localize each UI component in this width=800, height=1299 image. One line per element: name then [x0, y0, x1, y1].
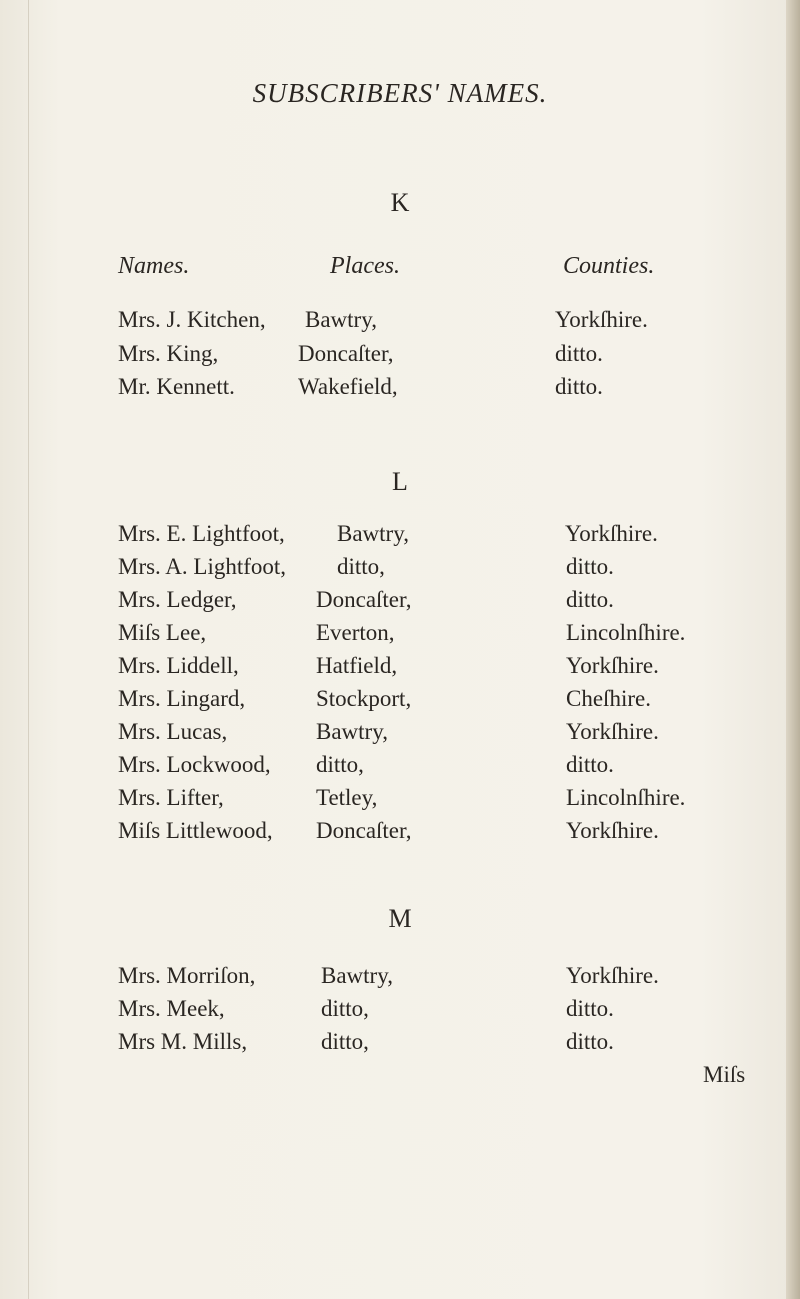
section-letter-l: L — [392, 467, 408, 496]
subscriber-place: Doncaſter, — [298, 341, 394, 366]
subscriber-place: ditto, — [321, 996, 369, 1021]
section-letter-k: K — [390, 188, 410, 217]
subscriber-county: ditto. — [566, 554, 614, 579]
subscriber-county: ditto. — [555, 341, 603, 366]
subscriber-name: Mrs. Lingard, — [118, 686, 246, 711]
column-header-places: Places. — [330, 253, 400, 279]
subscriber-county: ditto. — [566, 587, 614, 612]
subscriber-county: Cheſhire. — [566, 686, 651, 711]
subscriber-name: Mrs M. Mills, — [118, 1029, 248, 1054]
subscriber-name: Mrs. Lockwood, — [118, 752, 271, 777]
subscriber-place: Everton, — [316, 620, 395, 645]
subscriber-name: Mrs. King, — [118, 341, 219, 366]
subscriber-county: ditto. — [566, 1029, 614, 1054]
subscriber-place: Bawtry, — [321, 963, 393, 988]
subscriber-county: Yorkſhire. — [565, 521, 658, 546]
subscriber-name: Mr. Kennett. — [118, 374, 235, 399]
catchword: Miſs — [703, 1062, 746, 1087]
subscriber-county: ditto. — [555, 374, 603, 399]
subscriber-place: Tetley, — [316, 785, 378, 810]
subscriber-name: Mrs. Lifter, — [118, 785, 224, 810]
subscriber-place: Stockport, — [316, 686, 412, 711]
subscriber-county: Lincolnſhire. — [566, 620, 686, 645]
subscriber-county: Yorkſhire. — [566, 818, 659, 843]
running-head: SUBSCRIBERS' NAMES. — [252, 78, 548, 108]
subscriber-place: ditto, — [337, 554, 385, 579]
subscriber-place: Bawtry, — [337, 521, 409, 546]
subscriber-name: Mrs. A. Lightfoot, — [118, 554, 287, 579]
subscriber-county: Yorkſhire. — [566, 653, 659, 678]
subscriber-place: ditto, — [321, 1029, 369, 1054]
subscriber-name: Mrs. E. Lightfoot, — [118, 521, 285, 546]
subscriber-county: Yorkſhire. — [566, 719, 659, 744]
subscriber-county: Yorkſhire. — [555, 307, 648, 332]
subscriber-place: ditto, — [316, 752, 364, 777]
subscriber-name: Mrs. J. Kitchen, — [118, 307, 266, 332]
subscriber-county: Lincolnſhire. — [566, 785, 686, 810]
subscriber-county: ditto. — [566, 996, 614, 1021]
subscriber-place: Bawtry, — [305, 307, 377, 332]
subscriber-place: Doncaſter, — [316, 587, 412, 612]
subscriber-place: Hatfield, — [316, 653, 398, 678]
subscriber-name: Mrs. Lucas, — [118, 719, 228, 744]
section-letter-m: M — [388, 904, 412, 933]
subscriber-place: Wakefield, — [298, 374, 398, 399]
subscriber-name: Mrs. Meek, — [118, 996, 225, 1021]
subscriber-county: ditto. — [566, 752, 614, 777]
subscriber-name: Mrs. Liddell, — [118, 653, 239, 678]
subscriber-name: Miſs Littlewood, — [118, 818, 273, 843]
column-header-counties: Counties. — [563, 253, 655, 279]
subscriber-name: Mrs. Ledger, — [118, 587, 237, 612]
subscriber-place: Bawtry, — [316, 719, 388, 744]
subscriber-county: Yorkſhire. — [566, 963, 659, 988]
subscriber-name: Mrs. Morriſon, — [118, 963, 256, 988]
column-header-names: Names. — [118, 253, 190, 279]
subscriber-place: Doncaſter, — [316, 818, 412, 843]
subscriber-name: Miſs Lee, — [118, 620, 207, 645]
